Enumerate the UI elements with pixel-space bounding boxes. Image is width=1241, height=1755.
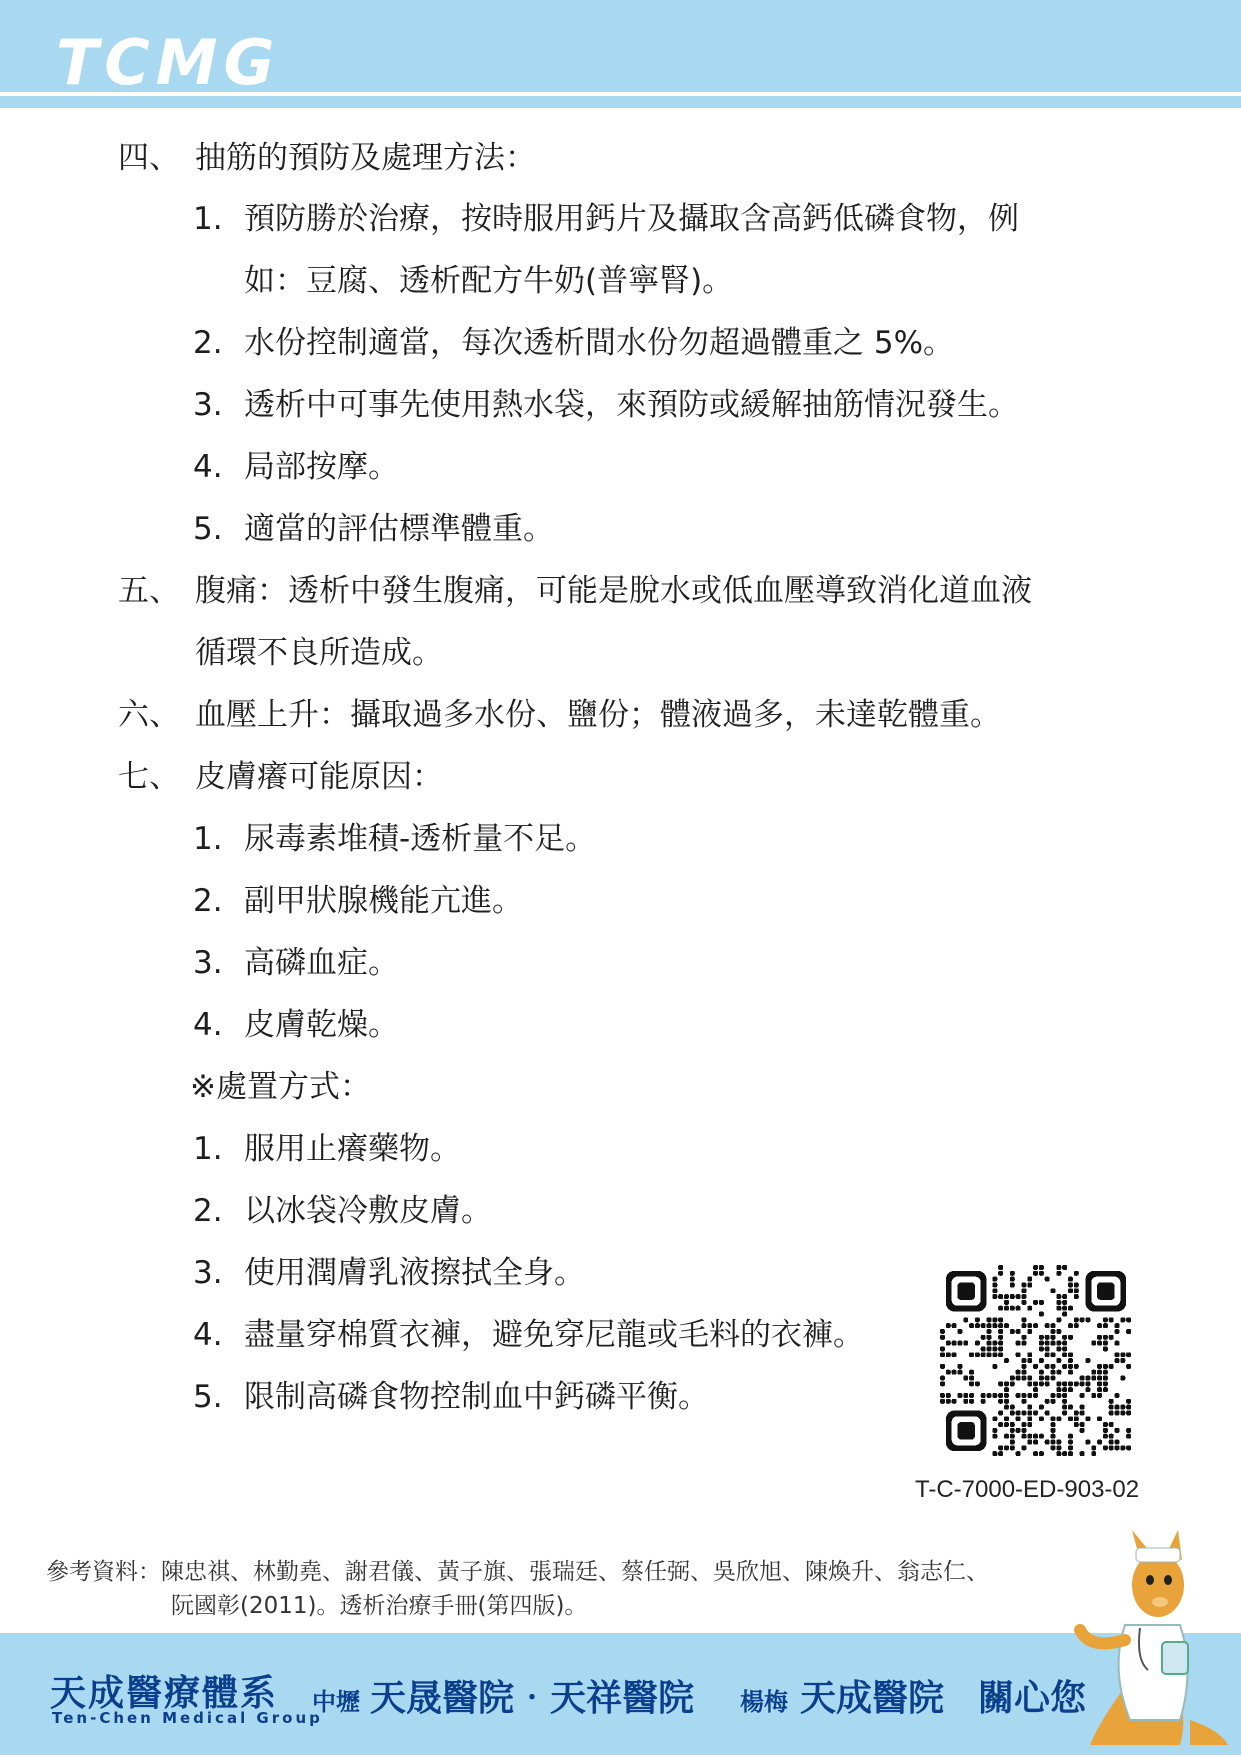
kangaroo-mascot-icon <box>1070 1530 1230 1750</box>
section-six-num: 六、 <box>118 697 180 733</box>
tcmg-logo: TCMG <box>56 26 281 99</box>
footer-hospital-2: 天成醫院 <box>800 1677 945 1719</box>
qr-code-icon[interactable] <box>940 1265 1132 1457</box>
footer-hospitals-1: 天晟醫院‧天祥醫院 <box>370 1677 695 1719</box>
section-four-title: 抽筋的預防及處理方法： <box>195 140 536 176</box>
footer-brand-en: Ten-Chen Medical Group <box>52 1709 323 1727</box>
footer-brand: 天成醫療體系 <box>50 1672 279 1714</box>
section-four-num: 四、 <box>118 140 180 176</box>
footer-slogan: 關心您 <box>978 1677 1087 1719</box>
section-seven-num: 七、 <box>118 759 180 795</box>
section-seven-title: 皮膚癢可能原因： <box>195 759 443 795</box>
reference-line-2: 阮國彰(2011)。透析治療手冊(第四版)。 <box>171 1593 588 1619</box>
section-five-num: 五、 <box>118 573 180 609</box>
document-code: T-C-7000-ED-903-02 <box>915 1476 1140 1503</box>
footer-location-2: 楊梅 <box>740 1687 788 1716</box>
footer-location-1: 中壢 <box>312 1687 360 1716</box>
reference-line-1: 參考資料：陳忠祺、林勤堯、謝君儀、黃子旗、張瑞廷、蔡任弼、吳欣旭、陳煥升、翁志仁、 <box>46 1559 989 1585</box>
